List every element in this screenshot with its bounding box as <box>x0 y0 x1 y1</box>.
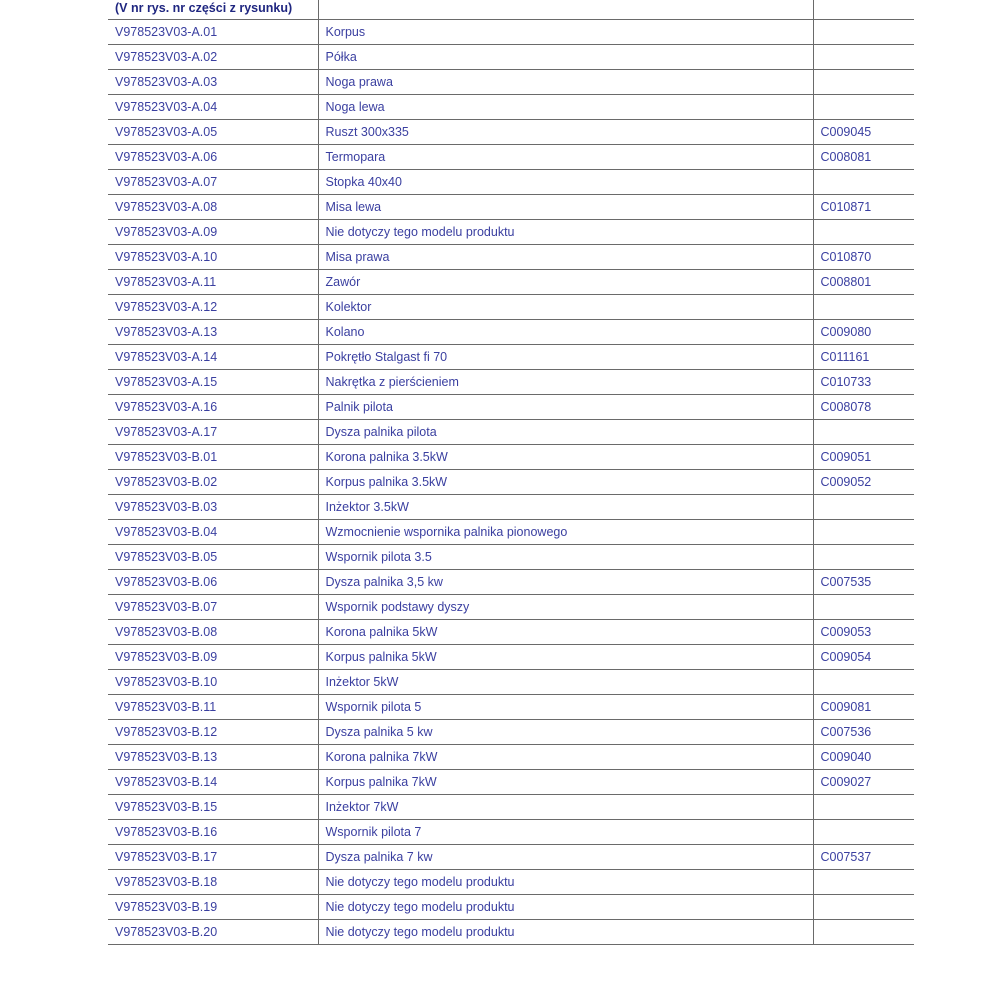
part-name-cell: Dysza palnika 7 kw <box>318 844 813 869</box>
table-row <box>108 919 914 944</box>
table-row <box>108 594 914 619</box>
part-number-cell: V978523V03-A.04 <box>108 94 318 119</box>
part-code-cell: C009081 <box>813 694 914 719</box>
part-number-cell: V978523V03-A.03 <box>108 69 318 94</box>
table-row <box>108 694 914 719</box>
part-number-cell: V978523V03-A.10 <box>108 244 318 269</box>
table-row <box>108 269 914 294</box>
table-row <box>108 569 914 594</box>
part-name-cell: Palnik pilota <box>318 394 813 419</box>
table-row <box>108 619 914 644</box>
part-name-cell: Korpus palnika 7kW <box>318 769 813 794</box>
part-name-cell: Wspornik pilota 5 <box>318 694 813 719</box>
table-row <box>108 19 914 44</box>
header-part-name <box>318 0 813 19</box>
table-row <box>108 444 914 469</box>
table-row <box>108 394 914 419</box>
part-code-cell: C010871 <box>813 194 914 219</box>
part-name-cell: Misa lewa <box>318 194 813 219</box>
part-code-cell <box>813 94 914 119</box>
table-row <box>108 894 914 919</box>
part-number-cell: V978523V03-A.17 <box>108 419 318 444</box>
part-code-cell <box>813 419 914 444</box>
part-number-cell: V978523V03-B.15 <box>108 794 318 819</box>
part-name-cell: Inżektor 7kW <box>318 794 813 819</box>
part-code-cell: C009040 <box>813 744 914 769</box>
parts-table <box>108 0 914 945</box>
table-row <box>108 44 914 69</box>
part-name-cell: Nie dotyczy tego modelu produktu <box>318 894 813 919</box>
table-row <box>108 519 914 544</box>
part-number-cell: V978523V03-B.12 <box>108 719 318 744</box>
part-number-cell: V978523V03-B.16 <box>108 819 318 844</box>
part-name-cell: Kolano <box>318 319 813 344</box>
part-code-cell <box>813 869 914 894</box>
part-name-cell: Wspornik pilota 7 <box>318 819 813 844</box>
part-name-cell: Noga prawa <box>318 69 813 94</box>
part-name-cell: Korona palnika 7kW <box>318 744 813 769</box>
part-number-cell: V978523V03-A.16 <box>108 394 318 419</box>
part-number-cell: V978523V03-B.09 <box>108 644 318 669</box>
part-number-cell: V978523V03-A.08 <box>108 194 318 219</box>
part-number-cell: V978523V03-B.01 <box>108 444 318 469</box>
part-number-cell: V978523V03-B.10 <box>108 669 318 694</box>
table-row <box>108 469 914 494</box>
part-number-cell: V978523V03-A.12 <box>108 294 318 319</box>
part-code-cell: C009045 <box>813 119 914 144</box>
part-number-cell: V978523V03-B.13 <box>108 744 318 769</box>
table-row <box>108 319 914 344</box>
part-number-cell: V978523V03-A.02 <box>108 44 318 69</box>
table-row <box>108 819 914 844</box>
part-code-cell <box>813 544 914 569</box>
part-code-cell: C007536 <box>813 719 914 744</box>
header-part-number: (V nr rys. nr części z rysunku) <box>108 0 318 19</box>
part-number-cell: V978523V03-B.04 <box>108 519 318 544</box>
part-name-cell: Korpus <box>318 19 813 44</box>
part-number-cell: V978523V03-A.13 <box>108 319 318 344</box>
table-row <box>108 344 914 369</box>
part-code-cell: C009051 <box>813 444 914 469</box>
part-number-cell: V978523V03-B.07 <box>108 594 318 619</box>
part-code-cell <box>813 519 914 544</box>
table-row <box>108 69 914 94</box>
table-row <box>108 244 914 269</box>
part-number-cell: V978523V03-A.07 <box>108 169 318 194</box>
part-name-cell: Kolektor <box>318 294 813 319</box>
part-code-cell <box>813 44 914 69</box>
part-name-cell: Zawór <box>318 269 813 294</box>
part-name-cell: Stopka 40x40 <box>318 169 813 194</box>
table-row <box>108 169 914 194</box>
part-code-cell <box>813 819 914 844</box>
part-number-cell: V978523V03-B.03 <box>108 494 318 519</box>
part-number-cell: V978523V03-B.06 <box>108 569 318 594</box>
part-code-cell: C008078 <box>813 394 914 419</box>
part-name-cell: Nakrętka z pierścieniem <box>318 369 813 394</box>
part-code-cell: C009052 <box>813 469 914 494</box>
part-code-cell <box>813 894 914 919</box>
table-row <box>108 644 914 669</box>
part-code-cell: C010870 <box>813 244 914 269</box>
part-code-cell: C009053 <box>813 619 914 644</box>
part-code-cell: C008081 <box>813 144 914 169</box>
part-name-cell: Inżektor 5kW <box>318 669 813 694</box>
part-number-cell: V978523V03-A.06 <box>108 144 318 169</box>
part-number-cell: V978523V03-B.20 <box>108 919 318 944</box>
part-number-cell: V978523V03-B.11 <box>108 694 318 719</box>
part-code-cell <box>813 494 914 519</box>
table-row <box>108 419 914 444</box>
part-name-cell: Nie dotyczy tego modelu produktu <box>318 869 813 894</box>
part-code-cell: C009054 <box>813 644 914 669</box>
part-code-cell: C008801 <box>813 269 914 294</box>
part-code-cell: C007537 <box>813 844 914 869</box>
part-number-cell: V978523V03-A.14 <box>108 344 318 369</box>
table-body <box>108 19 914 944</box>
part-name-cell: Nie dotyczy tego modelu produktu <box>318 219 813 244</box>
table-row <box>108 94 914 119</box>
part-code-cell <box>813 294 914 319</box>
part-name-cell: Korpus palnika 5kW <box>318 644 813 669</box>
part-name-cell: Półka <box>318 44 813 69</box>
part-number-cell: V978523V03-B.08 <box>108 619 318 644</box>
part-code-cell: C011161 <box>813 344 914 369</box>
part-name-cell: Korona palnika 3.5kW <box>318 444 813 469</box>
part-number-cell: V978523V03-B.17 <box>108 844 318 869</box>
table-row <box>108 294 914 319</box>
part-code-cell <box>813 19 914 44</box>
table-row <box>108 869 914 894</box>
part-name-cell: Nie dotyczy tego modelu produktu <box>318 919 813 944</box>
part-code-cell <box>813 69 914 94</box>
part-number-cell: V978523V03-A.01 <box>108 19 318 44</box>
part-name-cell: Inżektor 3.5kW <box>318 494 813 519</box>
part-code-cell: C010733 <box>813 369 914 394</box>
table-row <box>108 144 914 169</box>
table-row <box>108 119 914 144</box>
table-row <box>108 794 914 819</box>
part-number-cell: V978523V03-B.14 <box>108 769 318 794</box>
table-row <box>108 844 914 869</box>
table-row <box>108 544 914 569</box>
part-code-cell <box>813 594 914 619</box>
part-number-cell: V978523V03-A.09 <box>108 219 318 244</box>
part-code-cell <box>813 669 914 694</box>
table-row <box>108 494 914 519</box>
part-code-cell: C007535 <box>813 569 914 594</box>
part-name-cell: Ruszt 300x335 <box>318 119 813 144</box>
part-code-cell: C009027 <box>813 769 914 794</box>
part-code-cell <box>813 219 914 244</box>
part-name-cell: Termopara <box>318 144 813 169</box>
part-number-cell: V978523V03-B.18 <box>108 869 318 894</box>
part-name-cell: Wzmocnienie wspornika palnika pionowego <box>318 519 813 544</box>
part-number-cell: V978523V03-B.02 <box>108 469 318 494</box>
part-number-cell: V978523V03-A.05 <box>108 119 318 144</box>
part-name-cell: Noga lewa <box>318 94 813 119</box>
part-number-cell: V978523V03-B.05 <box>108 544 318 569</box>
table-header-row <box>108 0 914 19</box>
table-row <box>108 669 914 694</box>
part-name-cell: Pokrętło Stalgast fi 70 <box>318 344 813 369</box>
part-name-cell: Dysza palnika pilota <box>318 419 813 444</box>
part-code-cell <box>813 169 914 194</box>
table-row <box>108 744 914 769</box>
part-number-cell: V978523V03-B.19 <box>108 894 318 919</box>
part-name-cell: Korpus palnika 3.5kW <box>318 469 813 494</box>
table-row <box>108 769 914 794</box>
part-name-cell: Wspornik pilota 3.5 <box>318 544 813 569</box>
part-name-cell: Wspornik podstawy dyszy <box>318 594 813 619</box>
part-name-cell: Korona palnika 5kW <box>318 619 813 644</box>
part-name-cell: Misa prawa <box>318 244 813 269</box>
part-name-cell: Dysza palnika 3,5 kw <box>318 569 813 594</box>
part-number-cell: V978523V03-A.11 <box>108 269 318 294</box>
table-row <box>108 369 914 394</box>
table-row <box>108 719 914 744</box>
table-row <box>108 219 914 244</box>
part-code-cell <box>813 794 914 819</box>
part-code-cell: C009080 <box>813 319 914 344</box>
header-part-code <box>813 0 914 19</box>
part-name-cell: Dysza palnika 5 kw <box>318 719 813 744</box>
table-row <box>108 194 914 219</box>
part-code-cell <box>813 919 914 944</box>
part-number-cell: V978523V03-A.15 <box>108 369 318 394</box>
